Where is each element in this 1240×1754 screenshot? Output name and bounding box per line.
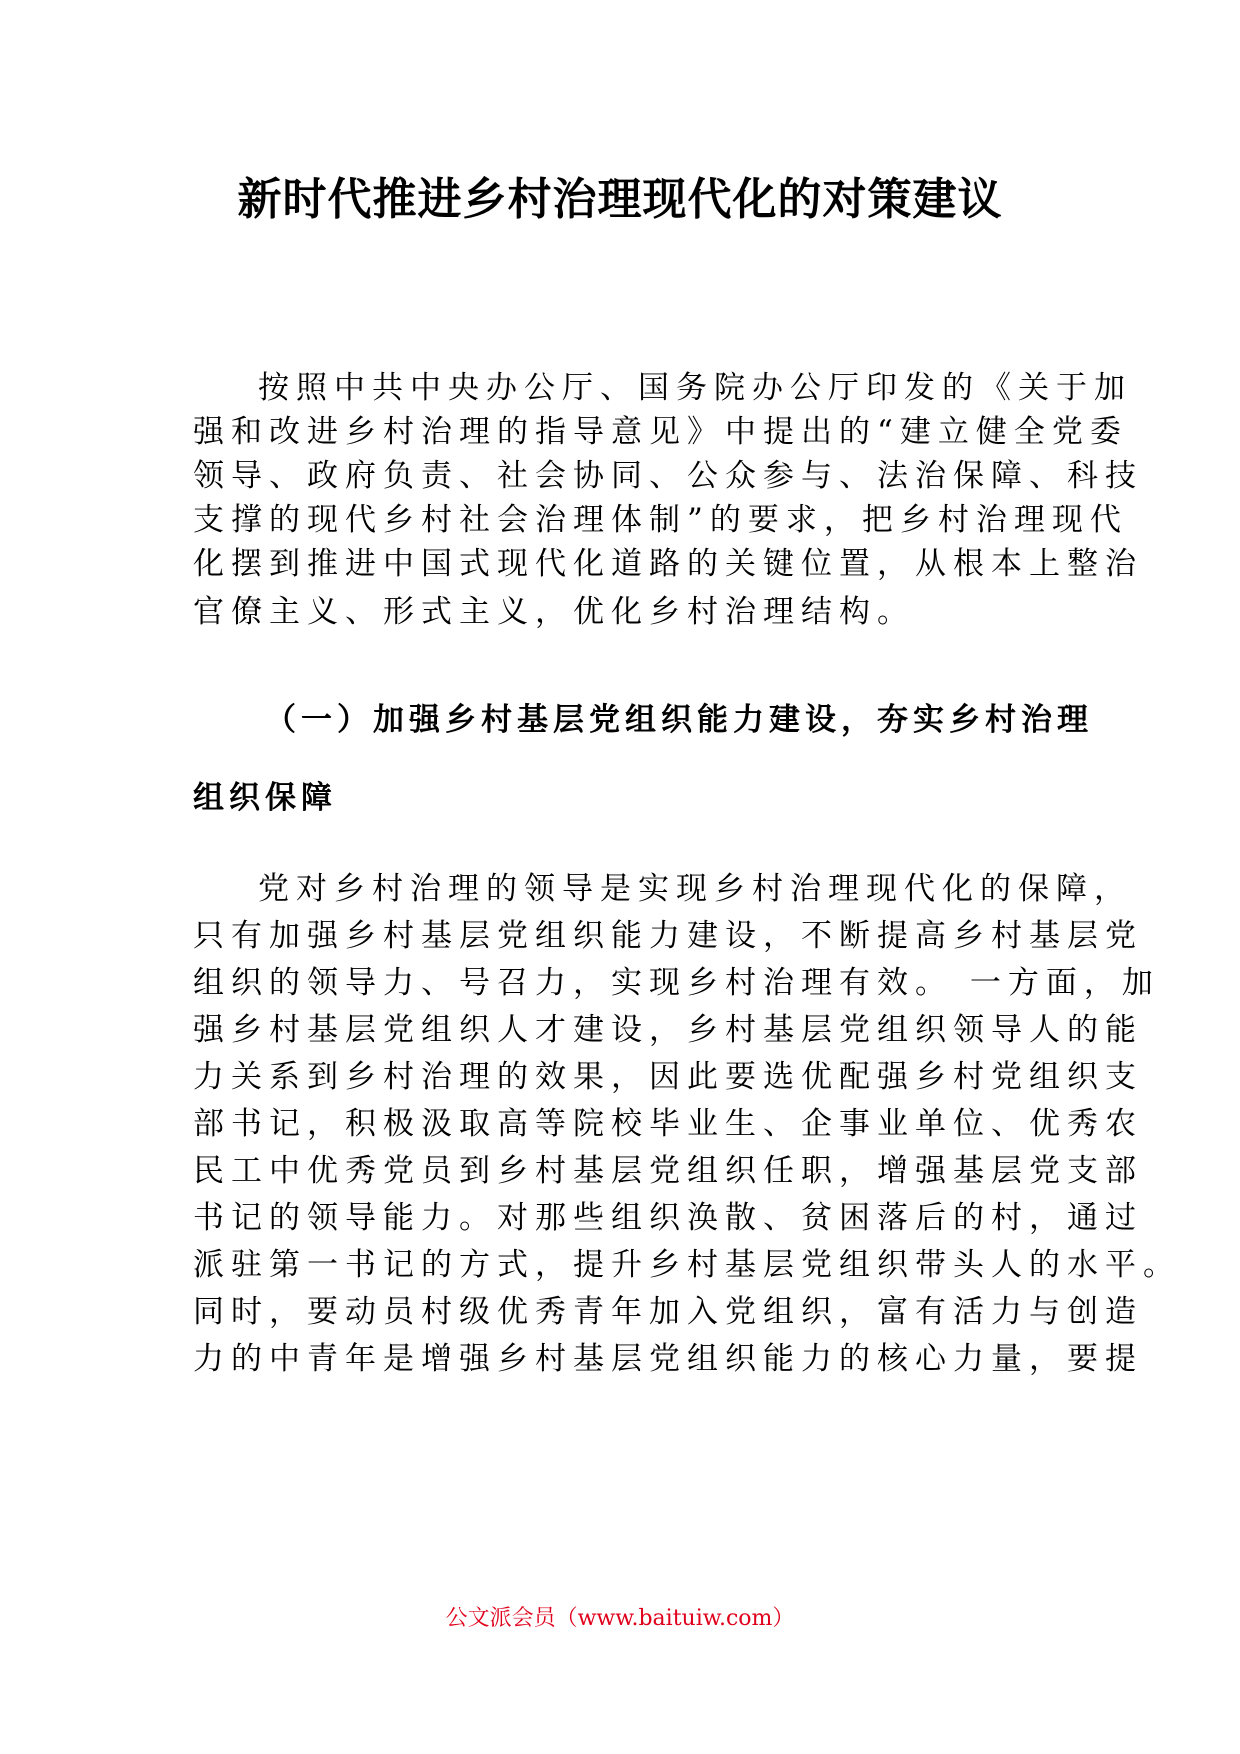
section-heading-line-1: （一）加强乡村基层党组织能力建设，夯实乡村治理 [265,702,1093,738]
section-line-5: 力关系到乡村治理的效果，因此要选优配强乡村党组织支 [193,1059,1143,1095]
section-line-4: 强乡村基层党组织人才建设，乡村基层党组织领导人的能 [193,1012,1143,1048]
intro-line-6: 官僚主义、形式主义，优化乡村治理结构。 [193,594,915,630]
section-line-6: 部书记，积极汲取高等院校毕业生、企事业单位、优秀农 [193,1106,1143,1142]
intro-line-3: 领导、政府负责、社会协同、公众参与、法治保障、科技 [193,458,1143,494]
section-line-11: 力的中青年是增强乡村基层党组织能力的核心力量，要提 [193,1341,1143,1377]
intro-line-4: 支撑的现代乡村社会治理体制”的要求，把乡村治理现代 [193,502,1128,538]
section-heading-line-2: 组织保障 [193,780,337,816]
section-line-8: 书记的领导能力。对那些组织涣散、贫困落后的村，通过 [193,1200,1143,1236]
section-line-9: 派驻第一书记的方式，提升乡村基层党组织带头人的水平。 [193,1247,1181,1283]
footer-watermark: 公文派会员（www.baituiw.com） [445,1606,795,1631]
section-line-1: 党对乡村治理的领导是实现乡村治理现代化的保障， [258,871,1132,907]
section-line-7: 民工中优秀党员到乡村基层党组织任职，增强基层党支部 [193,1153,1143,1189]
intro-line-5: 化摆到推进中国式现代化道路的关键位置，从根本上整治 [193,546,1143,582]
intro-line-2: 强和改进乡村治理的指导意见》中提出的“建立健全党委 [193,414,1128,450]
section-line-3: 组织的领导力、号召力，实现乡村治理有效。 一方面，加 [193,965,1160,1001]
section-line-10: 同时，要动员村级优秀青年加入党组织，富有活力与创造 [193,1294,1143,1330]
document-title: 新时代推进乡村治理现代化的对策建议 [237,174,1003,225]
section-line-2: 只有加强乡村基层党组织能力建设，不断提高乡村基层党 [193,918,1143,954]
intro-line-1: 按照中共中央办公厅、国务院办公厅印发的《关于加 [258,370,1132,406]
